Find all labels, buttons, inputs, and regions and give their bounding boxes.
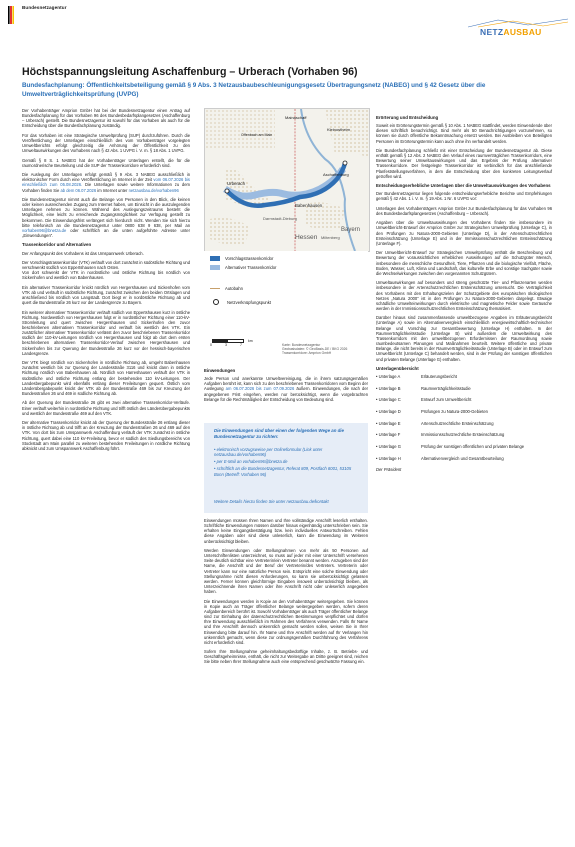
map-place-label: Miltenberg (321, 235, 340, 240)
signature-line: Der Präsident (376, 467, 402, 473)
email-link[interactable]: vorhaben96@bnetza.de (22, 227, 67, 233)
agency-name: Bundesnetzagentur (22, 5, 67, 10)
column-middle-bottom (204, 518, 368, 669)
paragraph: Sofern Ihre Stellungnahme geheimhaltungsbedürftige Inhalte, z. B. Betriebs- und Geschäftsgeheimnisse, enthält, die nicht zur Weitergabe an Dritte geeignet sind, reichen Sie bitte neben Ihrer Stellungnahme auch eine entsprechend geschwärzte Fassung ein. (204, 649, 368, 665)
column-right (376, 113, 552, 477)
document-list-item: • Unterlage G Prüfung der sonstigen öffentlichen und privaten Belange (376, 444, 552, 449)
paragraph: Die Auslegung der Unterlagen erfolgt gemäß § 9 Abs. 3 NABEG ausschließlich in elektronischer Form durch eine Veröffentlichung im Internet in der Zeit vom 06.07.2026 bis einschließlich zum 05.08.2026. Die Unterlagen sowie weitere Informationen zu dem Vorhaben finden Sie ab dem 06.07.2026 im Internet unter netzausbau.de/vorhaben96 (22, 172, 190, 193)
paragraph: Werden Einwendungen oder Stellungnahmen von mehr als 50 Personen auf Unterschriftenlisten unterzeichnet, so muss auf jeder mit einer Unterschrift versehenen Seite deutlich sichtbar eine Vertreterin/ein Vertreter benannt werden. Anzugeben sind der Name, die Anschrift und der Beruf der Vertreterin/des Vertreters. Vertreterin oder Vertreter kann nur eine natürliche Person sein. Entspricht eine solche Einwendung oder Stellungnahme nicht diesen Anforderungen, so kann sie unberücksichtigt gelassen werden. Ferner können gleichförmige Eingaben insoweit unberücksichtigt bleiben, als Unterzeichnende ihren Namen oder ihre Anschrift nicht oder unleserlich angegeben haben. (204, 547, 368, 595)
legend-item-vtk: Vorschlagstrassenkorridor (210, 256, 273, 261)
section-heading: Erörterung und Entscheidung (376, 115, 439, 120)
paragraph: Der Vorhabenträger Amprion GmbH hat bei der Bundesnetzagentur einen Antrag auf Bundesfachplanung für das Vorhaben 96 des Bundesbedarfsplangesetzes (Aschaffenburg – Urberach) gestellt. Die Bundesnetzagentur ist sowohl für das Vorhaben als auch für die Entscheidung über die Bundesfachplanung zuständig. (22, 108, 190, 129)
date-link[interactable]: vom 06.07.2026 bis einschließlich zum 05.08.2026. (22, 177, 190, 188)
paragraph: Von dort schwenkt der VTK in nordöstliche und östliche Richtung bis nördlich von Sickenhofen und westlich von Babenhausen. (22, 270, 190, 281)
map-place-label: Urberach (227, 181, 246, 186)
netzausbau-logo: NETZAUSBAU (480, 27, 542, 37)
column-middle-top (204, 366, 368, 406)
document-list-item: • Unterlage A Erläuterungsbericht (376, 374, 552, 379)
legend-swatch (210, 256, 220, 261)
paragraph: Der VTK biegt nördlich von Sickenhofen in nördliche Richtung ab, umgeht Babenhausen zunächst westlich bis zur Querung der Landesstraße 3116 und knickt dann in östliche Richtung nördlich von Babenhausen ab. Nördlich von Harreshausen verläuft der VTK in südöstliche und östliche Richtung entlang der bestehenden 110 kV-Leitungen. Der Landesbergabepunkt wird ebenfalls entlang dieser Freileitungen gequert. Östlich vom Länderübergabepunkt knickt der VTK ab der Bundesstraße 469 bis zur Kreuzung der Bundesstraßen 26 und 469 in südliche Richtung ab. (22, 360, 190, 397)
federal-eagle-icon (8, 6, 18, 24)
legend-swatch (210, 288, 220, 290)
list-item: • elektronisch vorzugsweise per Onlineformular (Link unter netzausbau.de/vorhaben96) (214, 447, 360, 458)
section-heading: Unterlagenübersicht (376, 365, 419, 371)
paragraph: Der Anfangspunkt des Vorhabens ist das Umspannwerk Urberach. (22, 250, 144, 256)
page-title: Höchstspannungsleitung Aschaffenburg – Urberach (Vorhaben 96) (22, 66, 358, 78)
paragraph: Einwendungen müssen Ihren Namen und Ihre vollständige Anschrift leserlich enthalten. Schriftliche Einwendungen müssen darüber hinaus eigenhändig unterschrieben sein. Sie erhalten keine Eingangsbestätigung bzw. kein individuelles Antwortschreiben. Fehlen diese Angaben oder sind diese unleserlich, kann die Einwendung im Weiteren unberücksichtigt bleiben. (204, 518, 368, 544)
map-place-label: Kleinostheim (327, 127, 350, 132)
document-list-item: • Unterlage C Entwurf zum Umweltbericht (376, 397, 552, 402)
document-list-item: • Unterlage F Immissionsschutzrechtliche Ersteinschätzung (376, 432, 552, 437)
column-left (22, 108, 190, 455)
paragraph: Der Vorschlagstrassenkorridor (VTK) verläuft von dort zunächst in südöstliche Richtung und verschwenkt südlich von Eppertshausen nach Osten. (22, 259, 191, 271)
scale-unit: km (248, 339, 253, 343)
document-list (376, 374, 552, 461)
section-heading: Trassenkorridor und Alternativen (22, 242, 92, 248)
paragraph: Unterlagen des Vorhabenträgers Amprion GmbH zur Bundesfachplanung für das Vorhaben 96 des Bundesbedarfsplangesetzes (Aschaffenburg – Urberach). (376, 205, 552, 216)
map-place-label: Darmstadt-Dieburg (263, 216, 297, 221)
info-box-footer: Weitere Details hierzu finden Sie unter netzausbau.de/kontakt (214, 499, 329, 504)
list-item: • per E-Mail an vorhaben96@bnetza.de (214, 459, 360, 464)
paragraph: Ein weiterer alternativer Trassenkorridor verläuft südlich von Eppertshausen kurz in östliche Richtung. Nordwestlich von Hergershausen folgt er in nordöstlicher Richtung einer 110-kV-Stromleitung und quert zwischen Hergershausen und Sickenhofen den zuvor beschriebenen alternativen Trassenkorridor und verläuft bis westlich des VTK. Ein zusätzlicher alternativer Trassenkorridor verlässt den zuvor beschriebenen Trassenkorridor südlich der 110-kV-Leitungen nördlich von Hergershausen und folgt ab dort dem ersten beschriebenen alternativen Trassenkorridor-Verlauf zwischen Hergershausen und Sickenhofen bis zur Querung der Bundesstraße 26 kurz vor der hessisch-bayerischen Landesgrenze. (22, 309, 190, 356)
scale-label: 3 (225, 343, 227, 347)
legend-item-autobahn: Autobahn (210, 286, 243, 291)
section-heading: Einwendungen (204, 368, 236, 373)
map-place-label: Mainaschaff (285, 115, 307, 120)
list-item: • schriftlich an die Bundesnetzagentur, Referat 809, Postfach 8001, 53105 Bonn (Betreff: Vorhaben 96) (214, 466, 360, 477)
legend-item-node: Netzverknüpfungspunkt (210, 299, 271, 305)
legend-swatch (210, 265, 220, 270)
page-subtitle: Bundesfachplanung: Öffentlichkeitsbeteiligung gemäß § 9 Abs. 3 Netzausbaubeschleunigungsgesetz Übertragungsnetz (NABEG) und § 42 Gesetz über die Umweltverträglichkeitsprüfung (UVPG) (22, 82, 486, 98)
map-place-label: Offenbach am Main (241, 133, 273, 137)
paragraph: Der Bundesnetzagentur liegen folgende entscheidungserhebliche Berichte und Empfehlungen gemäß § 42 Abs. 1 i. V. m. § 19 Abs. 1 Nr. 6 UVPG vor: (376, 191, 552, 202)
section-heading: Entscheidungserhebliche Unterlagen über die Umweltauswirkungen des Vorhabens (376, 183, 551, 189)
paragraph: Der alternative Trassenkorridor knickt ab der Querung der Bundesstraße 26 entlang dieser in östliche Richtung ab und trifft an der Kreuzung der Bundesstraßen 26 und 469 auf den VTK. Von dort bis zum Umspannwerk Aschaffenburg verläuft der VTK zunächst in östliche Richtung, quert dabei eine 110 kV-Freileitung, bevor er südlich des Siedlungsbereichs von Stockstadt am Main parallel zu weiteren bestehenden Freileitungen in nördliche Richtung abknickt und zum Umspannwerk Aschaffenburg führt. (22, 420, 190, 451)
paragraph: Die Bundesfachplanung schließt mit einer Entscheidung der Bundesnetzagentur ab. Diese enthält gemäß § 12 Abs. 2 NABEG den Verlauf eines raumverträglichen Trassenkorridors, eine Bewertung seiner Umweltauswirkungen und das Ergebnis der Prüfung alternativer Trassenkorridore. Der festgelegte Trassenkorridor ist verbindlich für das anschließende Planfeststellungsverfahren, in dem die Entscheidung über den konkreten Leitungsverlauf getroffen wird. (376, 147, 552, 179)
website-link[interactable]: netzausbau.de/vorhaben96 (128, 187, 179, 193)
map-place-label: Aschaffenburg (323, 172, 349, 177)
map-source: Karte: Bundesnetzagentur Geobasisdaten: © GeoBasis-DE / BKG 2026 Trassenkorridore: Amprion GmbH (282, 343, 348, 355)
document-list-item: • Unterlage E Artenschutzrechtliche Ersteinschätzung (376, 421, 552, 426)
paragraph: Darüber hinaus sind zusammenfassende umweltbezogene Angaben im Erläuterungsbericht (Unterlage A) sowie im Alternativenvergleich einschließlich energiewirtschaftlich-technischer Belange und Vorschlag zur Gesamtbewertung (Unterlage H) enthalten. In der Raumverträglichkeitsstudie (Unterlage B) wird außerdem die Umweltwirkung des Trassenkorridors mit den umweltbezogenen Erfordernissen der Raumordnung sowie raumbedeutsamen Planungen und Maßnahmen beurteilt. Weitere öffentliche und private Belange, die nicht bereits in der Raumverträglichkeitsstudie (Unterlage B) oder im Entwurf zum Umweltbericht (Unterlage C) behandelt werden, sind in der Prüfung der sonstigen öffentlichen und privaten Belange (Unterlage G) enthalten. (376, 315, 552, 362)
document-list-item: • Unterlage B Raumverträglichkeitsstudie (376, 386, 552, 391)
map-legend (204, 251, 368, 356)
paragraph: Umweltauswirkungen auf besonders und streng geschützte Tier- und Pflanzenarten werden insbesondere in der Artenschutzrechtlichen Ersteinschätzung untersucht. Die Verträglichkeit des Vorhabens mit den Erhaltungszielen der Schutzgebiete des europäischen ökologischen Netzes „Natura 2000“ ist in den Prüfungen zu Natura-2000-Gebieten dargelegt. Etwaige schädliche Umwelteinwirkungen durch elektrische und magnetische Felder sowie Geräusche werden in der Immissionsschutzrechtlichen Ersteinschätzung thematisiert. (376, 280, 552, 311)
scale-label: 0 (210, 343, 212, 347)
corridor-map (204, 108, 370, 252)
paragraph: Angaben über die Umweltauswirkungen des Vorhabens finden Sie insbesondere im Umweltbericht-Entwurf der Amprion GmbH zur Strategischen Umweltprüfung (Unterlage C), in den Prüfungen zu Natura-2000-Gebieten (Unterlage D), in der Artenschutzrechtlichen Ersteinschätzung (Unterlage E) und in der Immissionsschutzrechtlichen Ersteinschätzung (Unterlage F). (376, 220, 552, 246)
paragraph: Der Umweltbericht-Entwurf zur Strategischen Umweltprüfung enthält die Beschreibung und Bewertung der voraussichtlichen erheblichen Auswirkungen auf die Schutzgüter Mensch, insbesondere die menschliche Gesundheit, Tiere, Pflanzen und die biologische Vielfalt, Fläche, Boden, Wasser, Luft, Klima und Landschaft, das kulturelle Erbe und sonstige Sachgüter sowie die Wechselwirkungen zwischen den vorgenannten Schutzgütern. (376, 250, 552, 276)
map-place-label: Babenhausen (295, 203, 323, 208)
document-list-item: • Unterlage H Alternativenvergleich und Gesamtbeurteilung (376, 456, 552, 461)
paragraph: Ab der Querung der Bundesstraße 26 gibt es zwei alternative Trassenkorridor-Verläufe. Einer verläuft weiterhin in nordöstliche Richtung und trifft östlich des Länderübergabepunkts und westlich der Bundesstraße 469 auf den VTK. (22, 400, 190, 416)
paragraph: Jede Person und anerkannte Umweltvereinigung, die in ihrem satzungsgemäßen Aufgaben berührt ist, kann sich zu den beschriebenen Trassenkorridoren vom Beginn der Auslegung am 06.07.2026 bis zum 07.09.2026 äußern. Einwendungen, die nach der angegebenen Frist eingehen, werden nur berücksichtigt, wenn die vorgebrachten Belange für die Rechtmäßigkeit der Entscheidung von Bedeutung sind. (204, 376, 368, 402)
submission-info-box (204, 423, 368, 513)
paragraph: Für das Vorhaben ist eine Strategische Umweltprüfung (SUP) durchzuführen. Durch die Veröffentlichung der Unterlagen einschließlich des vom Vorhabenträger vorgelegten Umweltberichts erfolgt gleichzeitig die Anhörung der Öffentlichkeit zu den Umweltauswirkungen des Vorhabens nach § 42 Abs. 1 UVPG i. V. m. § 18 Abs. 1 UVPG. (22, 132, 190, 154)
document-list-item: • Unterlage D Prüfungen zu Natura-2000-Gebieten (376, 409, 552, 414)
paragraph: Ein alternativer Trassenkorridor knickt nördlich von Hergershausen und Sickenhofen vom VTK ab und verläuft in südöstliche Richtung, zunächst zwischen den beiden Ortslagen und anschließend bis nördlich von Langstadt. Dort biegt er in nordöstliche Richtung ab und quert die Bundesstraße 26 kurz vor der Landesgrenze zu Bayern. (22, 284, 190, 306)
node-icon (213, 299, 219, 305)
map-region-label: Bayern (341, 227, 361, 233)
submission-methods (214, 447, 360, 479)
scale-label: 7 (240, 343, 242, 347)
paragraph: Soweit ein Erörterungstermin gemäß § 10 Abs. 1 NABEG stattfindet, werden Einwendende über diesen schriftlich benachrichtigt. Sind mehr als 50 Benachrichtigungen vorzunehmen, so können sie durch öffentliche Bekanntmachung ersetzt werden. Bei Ausbleiben von Beteiligten Personen im Erörterungstermin kann auch ohne ihn verhandelt werden. (376, 123, 552, 144)
paragraph: Die Einwendungen werden in Kopie an den Vorhabenträger weitergegeben. Sie können in Kopie auch an Träger öffentlicher Belange weitergegeben werden, sofern deren Aufgabenbereich berührt ist. Sowohl Vorhabenträger als auch Träger öffentlicher Belange sind zur Einhaltung der datenschutzrechtlichen Bestimmungen verpflichtet und dürfen Ihre Einwendung ausschließlich im Rahmen des Verfahrens verwenden. Falls Ihr Name und Ihre Anschrift dennoch unkenntlich gemacht werden sollen, weisen Sie in Ihrer Einwendung bitte darauf hin. Ihr Name und Ihre Anschrift werden auf Ihr Verlangen hin unkenntlich gemacht, wenn diese zur ordnungsgemäßen Durchführung des Verfahrens nicht erforderlich sind. (204, 598, 368, 645)
paragraph: Gemäß § 8 S. 1 NABEG hat der Vorhabenträger Unterlagen erstellt, die für die raumordnerische Beurteilung und die SUP der Trassenkorridore erforderlich sind. (22, 157, 190, 168)
info-box-title: Die Einwendungen sind über einen der folgenden Wege an die Bundesnetzagentur zu richten: (214, 428, 344, 439)
date-link[interactable]: ab dem 06.07.2026 (60, 187, 97, 193)
date-link[interactable]: am 06.07.2026 bis zum 07.09.2026 (225, 386, 295, 392)
map-region-label: Hessen (295, 234, 318, 241)
paragraph: Die Bundesnetzagentur nimmt auch die Belange von Personen in den Blick, die keinen oder keinen ausreichenden Zugang zum Internet haben, um Einsicht in die auszulegenden Unterlagen nehmen zu können. Während des Auslegungszeitraums besteht die Möglichkeit, eine leicht zu erreichende Zugangsmöglichkeit zur Verfügung gestellt zu bekommen. Die Einwendungsfrist verlängert sich hierdurch nicht. Wenden Sie sich hierzu bitte telefonisch an die Bundesnetzagentur unter 0800 638 9 638, per Mail an vorhaben96@bnetza.de oder schriftlich an die unten aufgeführte Adresse unter „Einwendungen“. (22, 196, 190, 239)
legend-item-alt: Alternativer Trassenkorridor (210, 265, 276, 270)
